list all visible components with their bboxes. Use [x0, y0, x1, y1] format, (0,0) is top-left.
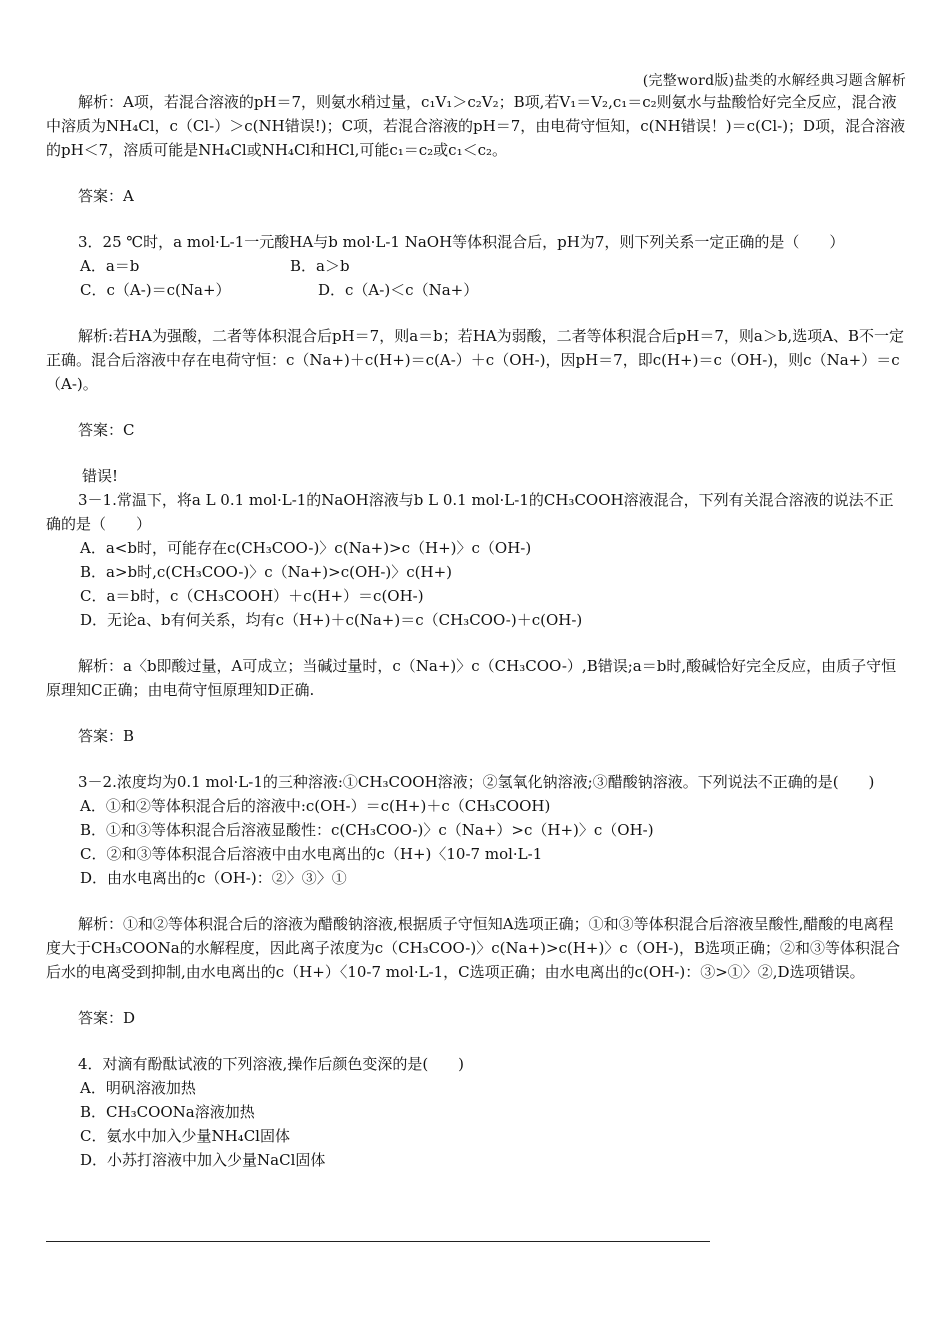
q31-stem: 3－1.常温下，将a L 0.1 mol·L-1的NaOH溶液与b L 0.1 mol·L-1的CH₃COOH溶液混合，下列有关混合溶液的说法不正确的是（ ） [46, 491, 894, 533]
q3-options-row2 [46, 278, 908, 302]
q4-option-c: C．氨水中加入少量NH₄Cl固体 [80, 1127, 290, 1145]
q32-option-b: B．①和③等体积混合后溶液显酸性：c(CH₃COO-)〉c（Na+）>c（H+)〉c（OH-) [80, 821, 654, 839]
q32-analysis: 解析：①和②等体积混合后的溶液为醋酸钠溶液,根据质子守恒知A选项正确；①和③等体积混合后溶液呈酸性,醋酸的电离程度大于CH₃COONa的水解程度，因此离子浓度为c（CH₃COO-)〉c(Na+)>c(H+)〉c（OH-)，B选项正确；②和③等体积混合后水的电离受到抑制,由水电离出的c（H+）〈10-7 mol·L-1，C选项正确；由水电离出的c(OH-)：③>①〉②,D选项错误。 [46, 915, 901, 981]
q4-stem: 4．对滴有酚酞试液的下列溶液,操作后颜色变深的是( ) [78, 1055, 465, 1073]
q4-option-d: D．小苏打溶液中加入少量NaCl固体 [80, 1151, 326, 1169]
q31-analysis: 解析：a〈b即酸过量，A可成立；当碱过量时，c（Na+)〉c（CH₃COO-）,B错误;a＝b时,酸碱恰好完全反应，由质子守恒原理知C正确；由电荷守恒原理知D正确. [46, 657, 897, 699]
q3-stem: 3．25 ℃时，a mol·L-1一元酸HA与b mol·L-1 NaOH等体积混合后，pH为7，则下列关系一定正确的是（ ） [78, 233, 845, 251]
q32-option-d: D．由水电离出的c（OH-)：②〉③〉① [80, 869, 347, 887]
q2-analysis: 解析：A项，若混合溶液的pH＝7，则氨水稍过量，c₁V₁＞c₂V₂；B项,若V₁＝V₂,c₁＝c₂则氨水与盐酸恰好完全反应，混合液中溶质为NH₄Cl，c（Cl-）＞c(NH错误!)；C项，若混合溶液的pH＝7，由电荷守恒知，c(NH错误！)＝c(Cl-)；D项，混合溶液的pH＜7，溶质可能是NH₄Cl或NH₄Cl和HCl,可能c₁＝c₂或c₁＜c₂。 [46, 93, 906, 159]
q3-option-a: A．a＝b [80, 257, 140, 275]
q3-option-d: D．c（A-)＜c（Na+） [318, 281, 479, 299]
q31-answer: 答案：B [78, 727, 135, 745]
q2-answer: 答案：A [78, 187, 134, 205]
q3-option-b: B．a＞b [290, 257, 350, 275]
q31-option-d: D．无论a、b有何关系，均有c（H+)＋c(Na+)＝c（CH₃COO-)＋c(OH-) [80, 611, 583, 629]
footer-rule [46, 1241, 710, 1242]
q3-options-row1 [46, 254, 908, 278]
q3-answer: 答案：C [78, 421, 135, 439]
error-marker: 错误! [82, 467, 119, 485]
document-body [46, 90, 908, 1172]
q4-option-b: B．CH₃COONa溶液加热 [80, 1103, 255, 1121]
q3-option-c: C．c（A-)＝c(Na+） [80, 281, 231, 299]
document-header: (完整word版)盐类的水解经典习题含解析 [642, 73, 906, 89]
q3-analysis: 解析:若HA为强酸，二者等体积混合后pH＝7，则a＝b；若HA为弱酸，二者等体积混合后pH＝7，则a＞b,选项A、B不一定正确。混合后溶液中存在电荷守恒：c（Na+)＋c(H+)＝c(A-）＋c（OH-)，因pH＝7，即c(H+)＝c（OH-)，则c（Na+）＝c（A-)。 [46, 327, 905, 393]
q32-stem: 3－2.浓度均为0.1 mol·L-1的三种溶液:①CH₃COOH溶液；②氢氧化钠溶液;③醋酸钠溶液。下列说法不正确的是( ) [78, 773, 875, 791]
q32-answer: 答案：D [78, 1009, 136, 1027]
q32-option-a: A．①和②等体积混合后的溶液中:c(OH-）＝c(H+)＋c（CH₃COOH) [80, 797, 551, 815]
q31-option-b: B．a>b时,c(CH₃COO-)〉c（Na+)>c(OH-)〉c(H+) [80, 563, 453, 581]
q31-option-c: C．a＝b时，c（CH₃COOH）＋c(H+）＝c(OH-) [80, 587, 424, 605]
q31-option-a: A．a<b时，可能存在c(CH₃COO-)〉c(Na+)>c（H+)〉c（OH-) [80, 539, 532, 557]
q4-option-a: A．明矾溶液加热 [80, 1079, 196, 1097]
q32-option-c: C．②和③等体积混合后溶液中由水电离出的c（H+)〈10-7 mol·L-1 [80, 845, 543, 863]
